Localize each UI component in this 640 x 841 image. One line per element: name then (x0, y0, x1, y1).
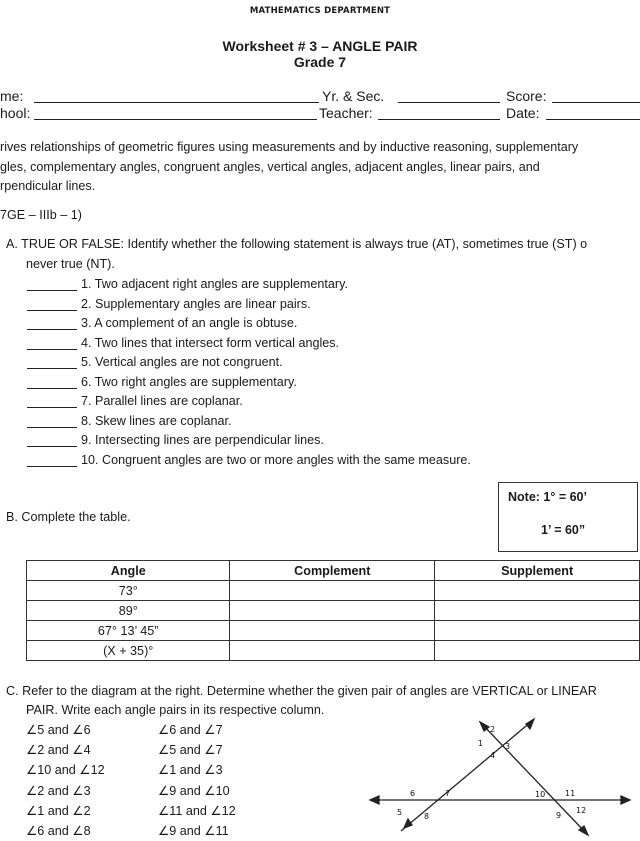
objective-line-1: rives relationships of geometric figures using measurements and by inductive reasoning, supplementary (0, 140, 579, 154)
transversal-b (482, 724, 586, 833)
yr-sec-label: Yr. & Sec. (322, 88, 385, 104)
angle-pair: ∠2 and ∠3 (26, 783, 91, 798)
angle-label: 9 (556, 811, 562, 820)
angle-cell: 73° (27, 581, 230, 601)
header-complement: Complement (230, 561, 435, 581)
answer-blank[interactable] (27, 388, 77, 389)
answer-blank[interactable] (27, 466, 77, 467)
angle-diagram (360, 715, 640, 841)
worksheet-title: Worksheet # 3 – ANGLE PAIR (222, 38, 418, 54)
angle-cell: (X + 35)° (27, 641, 230, 661)
arrow-right (621, 796, 630, 804)
complement-cell[interactable] (230, 601, 435, 621)
angle-cell: 67° 13’ 45” (27, 621, 230, 641)
angle-label: 2 (490, 725, 496, 734)
statement-item: 7. Parallel lines are coplanar. (81, 394, 243, 408)
note-line-2: 1’ = 60” (541, 523, 586, 537)
school-label: hool: (0, 105, 31, 121)
angle-label: 12 (576, 806, 587, 815)
complement-cell[interactable] (230, 641, 435, 661)
angle-label: 1 (478, 739, 484, 748)
teacher-label: Teacher: (319, 105, 373, 121)
score-line[interactable] (552, 102, 640, 103)
score-label: Score: (506, 88, 547, 104)
supplement-cell[interactable] (435, 621, 640, 641)
date-label: Date: (506, 105, 540, 121)
header-supplement: Supplement (435, 561, 640, 581)
arrow-a-bottom (404, 819, 412, 828)
statement-item: 8. Skew lines are coplanar. (81, 413, 232, 428)
header-angle: Angle (27, 561, 230, 581)
angle-pair: ∠6 and ∠7 (158, 723, 223, 737)
supplement-cell[interactable] (435, 601, 640, 621)
statement-item: 6. Two right angles are supplementary. (81, 374, 297, 389)
angle-label: 4 (490, 751, 496, 760)
statement-item: 2. Supplementary angles are linear pairs. (81, 296, 311, 311)
statement-item: 10. Congruent angles are two or more angles with the same measure. (81, 452, 471, 467)
part-a-instruction-1: A. TRUE OR FALSE: Identify whether the following statement is always true (AT), sometimes true (ST) o (6, 237, 588, 251)
angle-label: 5 (397, 808, 403, 817)
statement-item: 5. Vertical angles are not congruent. (81, 355, 283, 369)
note-box (498, 482, 638, 552)
statement-item: 4. Two lines that intersect form vertical angles. (81, 335, 340, 350)
supplement-cell[interactable] (435, 581, 640, 601)
answer-blank[interactable] (27, 368, 77, 369)
part-c-instruction-1: C. Refer to the diagram at the right. Determine whether the given pair of angles are VERTICAL or LINEAR (6, 684, 597, 698)
angle-pair: ∠1 and ∠2 (26, 803, 91, 818)
answer-blank[interactable] (27, 290, 77, 291)
grade-level: Grade 7 (293, 54, 347, 70)
statement-item: 1. Two adjacent right angles are supplementary. (81, 277, 348, 291)
complement-cell[interactable] (230, 621, 435, 641)
transversal-a (401, 721, 532, 831)
supplement-cell[interactable] (435, 641, 640, 661)
answer-blank[interactable] (27, 407, 77, 408)
complement-cell[interactable] (230, 581, 435, 601)
angle-pair: ∠11 and ∠12 (158, 803, 236, 818)
angle-pair: ∠5 and ∠6 (26, 723, 91, 737)
table-row (27, 601, 640, 621)
arrow-a-top (526, 719, 534, 729)
answer-blank[interactable] (27, 446, 77, 447)
teacher-line[interactable] (378, 119, 500, 120)
answer-blank[interactable] (27, 310, 77, 311)
angle-pair: ∠6 and ∠8 (26, 824, 91, 838)
angle-table (26, 560, 640, 661)
angle-label: 11 (565, 789, 576, 798)
angle-label: 10 (535, 790, 546, 799)
angle-label: 6 (410, 789, 416, 798)
statement-item: 9. Intersecting lines are perpendicular lines. (81, 433, 324, 447)
angle-pair: ∠1 and ∠3 (158, 763, 223, 778)
name-label: me: (0, 88, 24, 104)
answer-blank[interactable] (27, 349, 77, 350)
competency-code: 7GE – IIIb – 1) (0, 208, 82, 222)
note-line-1: Note: 1° = 60’ (508, 490, 587, 504)
angle-label: 3 (505, 742, 511, 751)
objective-line-3: rpendicular lines. (0, 179, 96, 193)
answer-blank[interactable] (27, 329, 77, 330)
angle-label: 7 (445, 789, 451, 798)
angle-pair: ∠5 and ∠7 (158, 743, 223, 758)
angle-label: 8 (424, 812, 430, 821)
angle-cell: 89° (27, 601, 230, 621)
objective-line-2: gles, complementary angles, congruent angles, vertical angles, adjacent angles, linear pairs, and (0, 160, 540, 174)
date-line[interactable] (546, 119, 640, 120)
answer-blank[interactable] (27, 427, 77, 428)
table-row (27, 621, 640, 641)
school-line[interactable] (34, 119, 317, 120)
angle-pair: ∠10 and ∠12 (26, 763, 105, 778)
angle-pair: ∠9 and ∠10 (158, 783, 230, 798)
statement-item: 3. A complement of an angle is obtuse. (81, 316, 298, 330)
angle-pair: ∠9 and ∠11 (158, 824, 229, 838)
yr-sec-line[interactable] (398, 102, 500, 103)
arrow-left (370, 796, 379, 804)
name-line[interactable] (34, 102, 319, 103)
department-heading: MATHEMATICS DEPARTMENT (249, 6, 391, 16)
angle-pair: ∠2 and ∠4 (26, 743, 91, 758)
part-a-instruction-2: never true (NT). (26, 257, 115, 271)
table-row (27, 581, 640, 601)
part-c-instruction-2: PAIR. Write each angle pairs in its respective column. (26, 703, 325, 717)
part-b-instruction: B. Complete the table. (6, 510, 131, 524)
table-row (27, 641, 640, 661)
